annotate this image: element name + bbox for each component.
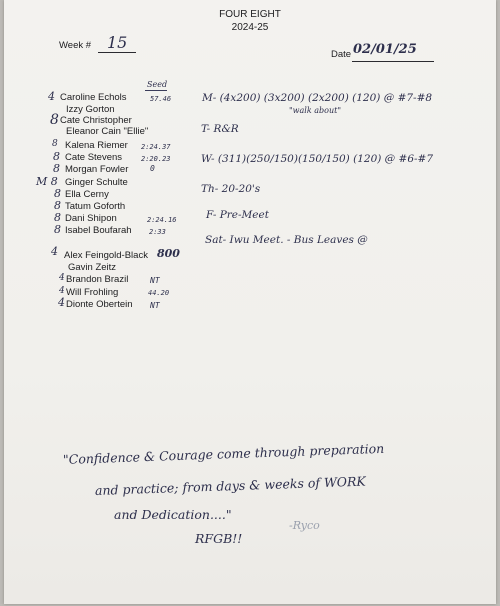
roster-name: Cate Christopher	[60, 115, 132, 126]
roster-name: Ginger Schulte	[65, 177, 128, 188]
roster-mark: 8	[54, 211, 61, 224]
roster-seed: 57.46	[150, 95, 172, 103]
roster-name: Dani Shipon	[65, 213, 117, 224]
roster-name: Dionte Obertein	[66, 299, 133, 310]
schedule-line-wednesday: W- (311)(250/150)(150/150) (120) @ #6-#7	[201, 153, 434, 165]
roster-seed: 0	[150, 164, 155, 173]
roster-seed: 2:33	[149, 228, 166, 236]
roster-sheet	[4, 0, 496, 604]
roster-mark: 8	[52, 139, 58, 149]
roster-name: Izzy Gorton	[66, 104, 115, 115]
roster-name: Brandon Brazil	[66, 274, 129, 285]
roster-name: Gavin Zeitz	[68, 262, 117, 273]
schedule-line-friday: F- Pre-Meet	[206, 209, 269, 221]
roster-mark: M 8	[36, 175, 58, 188]
roster-seed: NT	[150, 301, 160, 310]
roster-name: Morgan Fowler	[65, 164, 129, 175]
schedule-note-monday: "walk about"	[289, 106, 341, 115]
date-value: 02/01/25	[353, 42, 417, 57]
roster-mark: 8	[54, 187, 61, 200]
roster-name: Cate Stevens	[65, 152, 123, 163]
roster-name: Will Frohling	[66, 287, 119, 298]
quote-line-3: and Dedication...."	[114, 507, 232, 522]
roster-name: Ella Cerny	[65, 189, 109, 200]
roster-mark: 8	[54, 199, 61, 212]
week-number: 15	[107, 33, 128, 52]
roster-mark: 8	[53, 162, 60, 175]
week-underline	[98, 52, 136, 53]
week-label: Week #	[59, 40, 92, 51]
roster-mark: 8	[50, 112, 59, 128]
seed-header: Seed	[147, 80, 168, 89]
roster-mark: 4	[48, 90, 55, 103]
quote-line-2: and practice; from days & weeks of WORK	[94, 473, 367, 498]
roster-seed: 2:24.37	[141, 143, 171, 151]
roster-name: Alex Feingold-Black	[64, 250, 148, 261]
date-label: Date	[331, 49, 352, 60]
date-underline	[352, 61, 434, 62]
roster-seed: 44.20	[148, 289, 170, 297]
quote-line-1: "Confidence & Courage come through preparation	[62, 440, 385, 467]
sheet-title: FOUR EIGHT	[219, 9, 281, 20]
schedule-line-monday: M- (4x200) (3x200) (2x200) (120) @ #7-#8	[202, 92, 433, 104]
roster-mark: 4	[58, 296, 65, 309]
roster-mark: 8	[53, 150, 60, 163]
roster-seed: 2:20.23	[141, 155, 171, 163]
roster-mark: 4	[51, 245, 58, 258]
roster-name: Tatum Goforth	[65, 201, 126, 212]
roster-name: Eleanor Cain "Ellie"	[66, 126, 149, 137]
roster-mark: 8	[54, 223, 61, 236]
seed-underline	[145, 90, 167, 91]
roster-name: Caroline Echols	[60, 92, 127, 103]
quote-signoff: RFGB!!	[195, 531, 243, 546]
season-label: 2024-25	[231, 22, 269, 33]
quote-author: -Ryco	[289, 519, 320, 532]
roster-seed: 800	[157, 247, 180, 260]
roster-mark: 4	[59, 273, 65, 283]
schedule-line-saturday: Sat- Iwu Meet. - Bus Leaves @	[205, 234, 368, 246]
roster-name: Kalena Riemer	[65, 140, 128, 151]
roster-name: Isabel Boufarah	[65, 225, 132, 236]
roster-seed: 2:24.16	[147, 216, 177, 224]
schedule-line-thursday: Th- 20-20's	[201, 183, 261, 195]
schedule-line-tuesday: T- R&R	[201, 123, 239, 135]
roster-mark: 4	[59, 286, 65, 296]
roster-seed: NT	[150, 276, 160, 285]
